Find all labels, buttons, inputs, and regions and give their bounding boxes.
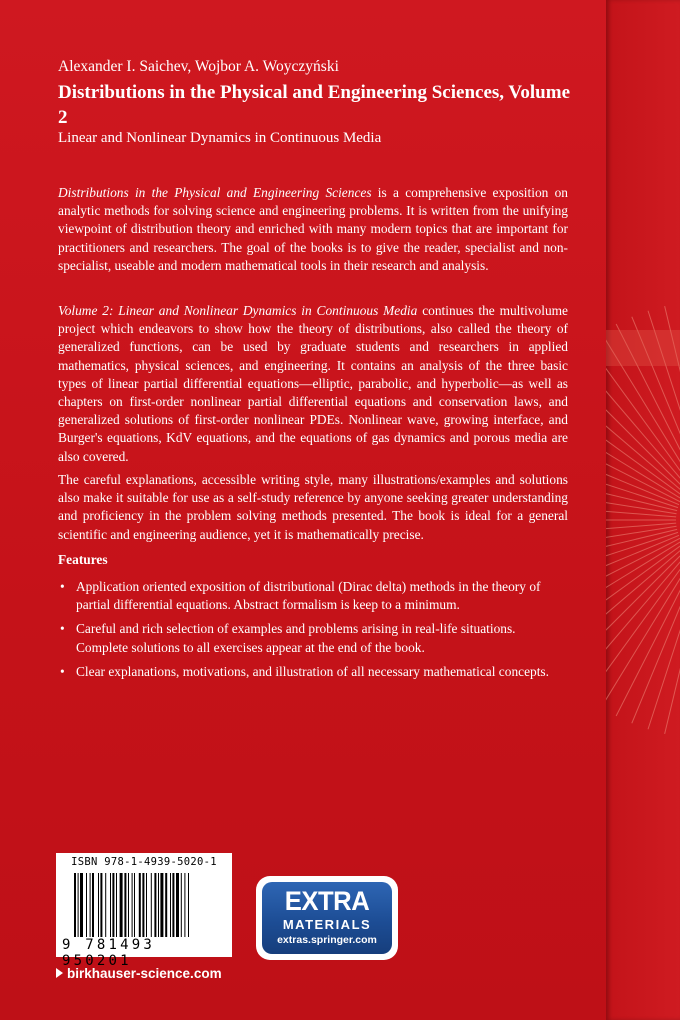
decorative-burst-graphic xyxy=(606,300,680,740)
barcode-bars xyxy=(74,873,226,937)
feature-text: Clear explanations, motivations, and illustration of all necessary mathematical concepts. xyxy=(76,663,549,679)
feature-text: Application oriented exposition of distributional (Dirac delta) methods in the theory of partial differential equations. Abstract formalism is keep to a minimum. xyxy=(76,579,541,613)
authors: Alexander I. Saichev, Wojbor A. Woyczyński xyxy=(58,58,339,75)
book-title: Distributions in the Physical and Engineering Sciences, Volume 2 xyxy=(58,82,571,128)
paragraph-2-text: continues the multivolume project which endeavors to show how the theory of distributions, also called the theory of generalized functions, can be used by graduate students and researchers in applied mathematics, physical sciences, and engineering. It contains an analysis of the three basic types of linear partial differential equations—elliptic, parabolic, and hyperbolic—as well as chapters on first-order nonlinear partial differential equations and conservation laws, and generalized solutions of first-order nonlinear PDEs. Nonlinear wave, growing interface, and Burger's equations, KdV equations, and the equations of gas dynamics and porous media are also covered. xyxy=(58,303,569,464)
extra-materials-badge[interactable] xyxy=(256,876,398,960)
paragraph-1-italic: Distributions in the Physical and Engineering Sciences xyxy=(58,185,372,200)
list-item xyxy=(58,663,568,681)
publisher-url-text: birkhauser-science.com xyxy=(67,966,222,981)
book-subtitle: Linear and Nonlinear Dynamics in Continuous Media xyxy=(58,130,382,146)
isbn-label: ISBN 978-1-4939-5020-1 xyxy=(71,856,217,868)
badge-url: extras.springer.com xyxy=(277,934,377,946)
publisher-url[interactable] xyxy=(56,966,222,981)
badge-title: EXTRA xyxy=(284,886,370,916)
list-item xyxy=(58,578,568,614)
list-item xyxy=(58,620,568,656)
description-paragraph-2 xyxy=(58,302,568,466)
paragraph-2-italic: Volume 2: Linear and Nonlinear Dynamics in Continuous Media xyxy=(58,303,418,318)
isbn-barcode xyxy=(56,853,232,969)
badge-subtitle: MATERIALS xyxy=(282,917,372,932)
description-paragraph-1 xyxy=(58,184,568,275)
ean-digits: 9 781493 950201 xyxy=(62,937,156,969)
bullet-icon: • xyxy=(60,579,65,594)
feature-text: Careful and rich selection of examples and problems arising in real-life situations. Complete solutions to all exercises appear at the end of the book. xyxy=(76,621,516,655)
features-heading: Features xyxy=(58,552,108,567)
bullet-icon: • xyxy=(60,663,65,679)
bullet-icon: • xyxy=(60,621,65,637)
description-paragraph-3: The careful explanations, accessible writing style, many illustrations/examples and solutions also make it suitable for use as a self-study reference by anyone seeking greater understanding and proficiency in the problem solving methods presented. The book is ideal for a general scientific and engineering audience, yet it is mathematically precise. xyxy=(58,472,568,542)
paragraph-1-text: is a comprehensive exposition on analytic methods for solving science and engineering problems. It is written from the unifying viewpoint of distribution theory and enriched with many modern topics that are important for practitioners and researchers. The goal of the books is to give the reader, specialist and non-specialist, useable and modern mathematical tools in their research and analysis. xyxy=(58,185,568,273)
arrow-right-icon xyxy=(56,968,63,978)
features-list xyxy=(58,578,568,687)
badge-panel xyxy=(262,882,392,954)
